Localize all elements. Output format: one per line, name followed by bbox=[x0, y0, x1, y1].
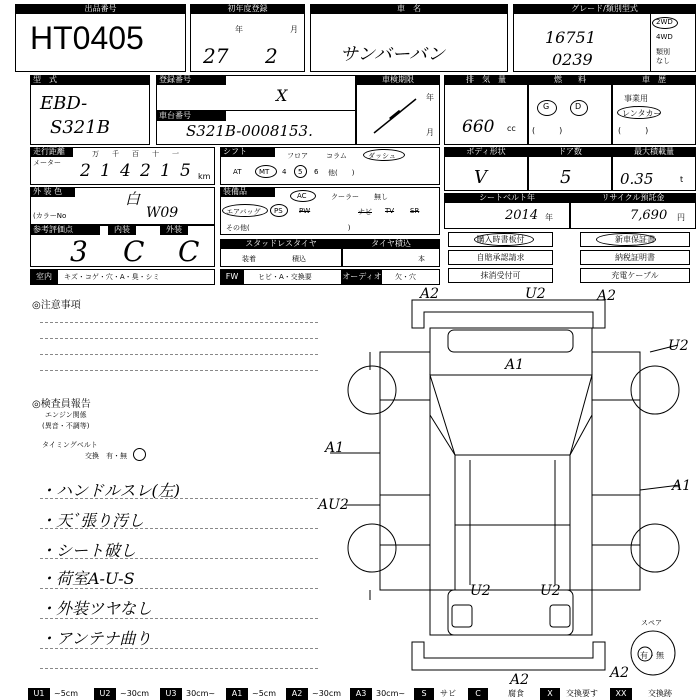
shift-mt: MT bbox=[259, 168, 270, 176]
mileage-unit: 万 bbox=[92, 150, 99, 158]
legend-text: ~30cm bbox=[120, 689, 150, 698]
mark-rear-bottom: A2 bbox=[510, 672, 530, 688]
mark-front-left: A2 bbox=[420, 286, 440, 302]
mileage-meter: メーター bbox=[33, 159, 61, 167]
legend-text: 30cm~ bbox=[376, 689, 406, 698]
equip-sr: SR bbox=[410, 207, 420, 215]
score-overall-header: 参考評価点 bbox=[30, 225, 100, 235]
legend-key: A1 bbox=[226, 688, 248, 700]
mileage-digits bbox=[75, 147, 195, 185]
mark-right-mid: A1 bbox=[672, 478, 692, 494]
capacity-unit: t bbox=[680, 175, 684, 184]
chassis-value: S321B-0008153. bbox=[186, 122, 313, 140]
capacity-header: 最大積載量 bbox=[612, 147, 696, 157]
left-window bbox=[430, 415, 455, 590]
seatbelt-value: 2014 bbox=[505, 208, 539, 223]
engine-label: エンジン関係 bbox=[45, 411, 87, 419]
fuel-paren: ( ) bbox=[532, 126, 563, 135]
studless-header: スタッドレスタイヤ bbox=[220, 239, 342, 249]
displacement-value: 660 bbox=[462, 117, 495, 137]
equip-other: その他( ) bbox=[226, 224, 351, 232]
doc-deregistration bbox=[448, 268, 553, 283]
grade-header: グレード/類別型式 bbox=[513, 4, 696, 14]
handwritten-note: ・アンテナ曲り bbox=[40, 629, 152, 648]
legend-text: サビ bbox=[440, 689, 456, 698]
legend-key: U1 bbox=[28, 688, 50, 700]
inspector-title: ◎検査員報告 bbox=[32, 399, 91, 410]
doc-charging-cable bbox=[580, 268, 690, 283]
wheel-rear-right bbox=[631, 524, 679, 572]
body-value: V bbox=[474, 167, 487, 188]
grade-divider bbox=[650, 14, 651, 72]
first-reg-header: 初年度登録 bbox=[190, 4, 305, 14]
tire-load-header: タイヤ積込 bbox=[342, 239, 440, 249]
body-header: ボディ形状 bbox=[444, 147, 528, 157]
mileage-digit: 1 bbox=[100, 161, 111, 181]
model-line1: EBD- bbox=[40, 93, 88, 114]
mark-front-mid: U2 bbox=[525, 286, 546, 302]
car-name-value: サンバーバン bbox=[340, 44, 445, 65]
legend-text: ~30cm bbox=[312, 689, 342, 698]
legend-text: 交換跡 bbox=[648, 689, 672, 698]
recycle-value: 7,690 bbox=[630, 208, 668, 223]
handwritten-note: ・ハンドルスレ(左) bbox=[40, 481, 181, 500]
handwritten-note: ・天ﾞ張り汚し bbox=[40, 511, 145, 530]
doc-label: 購入時書板付 bbox=[476, 235, 525, 244]
grade-value: 16751 bbox=[545, 28, 596, 47]
legend-key: XX bbox=[610, 688, 632, 700]
color-value: 白 bbox=[125, 190, 141, 208]
shift-other: 他( ) bbox=[328, 169, 355, 177]
legend-text: 交換要す bbox=[566, 689, 598, 698]
fw-label: FW bbox=[220, 270, 244, 284]
shift-column: コラム bbox=[326, 152, 347, 160]
lot-header: 出品番号 bbox=[15, 4, 186, 14]
seatbelt-unit: 年 bbox=[545, 213, 553, 222]
shift-4: 4 bbox=[282, 168, 287, 176]
first-reg-month: 2 bbox=[265, 44, 278, 68]
legend-key: A3 bbox=[350, 688, 372, 700]
mark-rear-bottom-right: A2 bbox=[610, 665, 630, 681]
recycle-unit: 円 bbox=[677, 213, 685, 222]
car-name-header: 車 名 bbox=[310, 4, 508, 14]
doc-insurance-request bbox=[448, 250, 553, 265]
equip-cooler: クーラー bbox=[331, 193, 359, 201]
legend-text: ~5cm bbox=[252, 689, 276, 698]
mileage-unit: 一 bbox=[172, 150, 179, 158]
wheel-rear-left bbox=[348, 524, 396, 572]
score-interior-header: 内装 bbox=[108, 225, 136, 235]
regno-value: X bbox=[276, 86, 288, 105]
first-reg-month-unit: 月 bbox=[290, 25, 298, 34]
rear-gate bbox=[430, 590, 592, 635]
mileage-unit: 千 bbox=[112, 150, 119, 158]
wheel-front-right bbox=[631, 366, 679, 414]
equip-pw: PW bbox=[299, 207, 311, 215]
lot-number: HT0405 bbox=[30, 20, 144, 56]
hood bbox=[448, 330, 573, 352]
mileage-unit: 百 bbox=[132, 150, 139, 158]
windshield bbox=[430, 375, 592, 455]
mark-rear-right: U2 bbox=[540, 583, 561, 599]
score-overall: 3 bbox=[70, 235, 88, 268]
equip-ps: PS bbox=[274, 207, 283, 215]
engine-sub: (異音・不調等) bbox=[42, 422, 90, 430]
legend-key: X bbox=[540, 688, 560, 700]
shift-5: 5 bbox=[298, 168, 303, 176]
usage-paren: ( ) bbox=[618, 126, 649, 135]
fuel-d: D bbox=[575, 102, 582, 111]
equipment-header: 装備品 bbox=[220, 187, 275, 197]
wheel-front-left bbox=[348, 366, 396, 414]
spare-label: スペア bbox=[641, 619, 662, 627]
inspection-header: 車検期限 bbox=[356, 75, 440, 85]
legend-text: ~5cm bbox=[54, 689, 78, 698]
equip-navi: ナビ bbox=[358, 208, 372, 216]
regno-header: 登録番号 bbox=[156, 75, 226, 85]
drive-2wd: 2WD bbox=[656, 18, 673, 26]
inspection-year-unit: 年 bbox=[426, 93, 434, 102]
score-exterior: C bbox=[178, 235, 200, 268]
doc-tax-certificate bbox=[580, 250, 690, 265]
fuel-g: G bbox=[543, 102, 550, 111]
mileage-digit: 2 bbox=[140, 161, 151, 181]
equip-none: 無し bbox=[374, 193, 388, 201]
mileage-digit: 4 bbox=[120, 161, 131, 181]
color-code-label: (カラーNo bbox=[33, 212, 67, 220]
legend-key: S bbox=[414, 688, 434, 700]
model-line2: S321B bbox=[50, 117, 110, 138]
doc-purchase-record bbox=[448, 232, 553, 247]
fw-text: ヒビ・A・交換要 bbox=[258, 273, 312, 281]
legend-key: U3 bbox=[160, 688, 182, 700]
spare-value: 有・無 bbox=[640, 651, 664, 660]
studless-mounted: 装着 bbox=[242, 255, 256, 263]
equip-tv: TV bbox=[385, 207, 395, 215]
doc-label: 充電ケーブル bbox=[611, 271, 659, 280]
legend-text: 30cm~ bbox=[186, 689, 216, 698]
equip-ac: AC bbox=[297, 192, 307, 200]
mark-rear-left: U2 bbox=[470, 583, 491, 599]
displacement-header: 排 気 量 bbox=[444, 75, 528, 85]
rear-lamp-left bbox=[452, 605, 472, 627]
doc-label: 自賠承認請求 bbox=[476, 253, 525, 262]
legend-key: C bbox=[468, 688, 488, 700]
handwritten-note: ・荷室A-U-S bbox=[40, 569, 135, 588]
interior-notes-text: キズ・コゲ・穴・A・臭・シミ bbox=[64, 273, 160, 281]
recycle-header: リサイクル預託金 bbox=[570, 193, 696, 203]
mark-hood: A1 bbox=[505, 357, 525, 373]
score-exterior-header: 外装 bbox=[160, 225, 188, 235]
notes-title: ◎注意事項 bbox=[32, 300, 81, 311]
handwritten-note: ・シート破し bbox=[40, 541, 137, 560]
doc-new-car-warranty bbox=[580, 232, 690, 247]
interior-notes-label: 室内 bbox=[30, 270, 58, 284]
doc-label: 新車保証書 bbox=[615, 235, 655, 244]
shift-6: 6 bbox=[314, 168, 319, 176]
inspection-month-unit: 月 bbox=[426, 128, 434, 137]
right-body bbox=[592, 352, 640, 590]
shift-header: シフト bbox=[220, 147, 275, 157]
color-header: 外 装 色 bbox=[30, 187, 75, 197]
equip-airbag: エアバッグ bbox=[226, 208, 261, 216]
front-bumper bbox=[412, 300, 605, 328]
mileage-digit: 1 bbox=[160, 161, 171, 181]
doc-label: 抹消受付可 bbox=[480, 271, 521, 280]
mileage-header: 走行距離 bbox=[30, 147, 73, 157]
color-code: W09 bbox=[146, 205, 179, 221]
tire-load-unit: 本 bbox=[418, 255, 425, 263]
displacement-unit: cc bbox=[507, 124, 516, 133]
rear-bumper bbox=[412, 642, 605, 670]
mark-left-lower: AU2 bbox=[318, 497, 349, 513]
doors-value: 5 bbox=[560, 167, 572, 188]
mileage-km: km bbox=[198, 172, 211, 181]
legend-text: 腐食 bbox=[508, 689, 524, 698]
left-body bbox=[380, 352, 430, 590]
mark-top-right: U2 bbox=[668, 338, 689, 354]
grade-type-value: 0239 bbox=[552, 50, 593, 69]
drive-4wd: 4WD bbox=[656, 33, 673, 41]
handwritten-note: ・外装ツヤなし bbox=[40, 599, 153, 618]
seatbelt-header: シートベルト年 bbox=[444, 193, 570, 203]
mark-front-right: A2 bbox=[597, 288, 617, 304]
doors-header: ドア数 bbox=[528, 147, 612, 157]
shift-at: AT bbox=[233, 168, 242, 176]
rear-lamp-right bbox=[550, 605, 570, 627]
timing-label: タイミングベルト bbox=[42, 441, 98, 449]
fuel-header: 燃 料 bbox=[528, 75, 612, 85]
chassis-divider bbox=[156, 110, 356, 111]
usage-rental: レンタカー bbox=[622, 109, 662, 118]
vehicle-diagram bbox=[0, 290, 700, 680]
audio-label: オーディオ bbox=[342, 270, 382, 284]
mileage-digit: 5 bbox=[180, 161, 191, 181]
doc-label: 納税証明書 bbox=[615, 253, 655, 262]
legend-key: U2 bbox=[94, 688, 116, 700]
legend-key: A2 bbox=[286, 688, 308, 700]
mark-left-mid: A1 bbox=[325, 440, 345, 456]
doc-circle bbox=[474, 233, 534, 246]
timing-value: 交換 有・無 bbox=[85, 452, 127, 460]
shift-dash: ダッシュ bbox=[368, 152, 396, 160]
mileage-unit: 十 bbox=[152, 150, 159, 158]
chassis-header: 車台番号 bbox=[156, 111, 226, 121]
studless-loaded: 積込 bbox=[292, 255, 306, 263]
model-header: 型 式 bbox=[30, 75, 150, 85]
usage-header: 車 歴 bbox=[612, 75, 696, 85]
mileage-digit: 2 bbox=[80, 161, 91, 181]
doc-circle bbox=[596, 233, 656, 246]
audio-text: 欠・穴 bbox=[395, 273, 416, 281]
capacity-value: 0.35 bbox=[620, 170, 654, 188]
score-interior: C bbox=[123, 235, 145, 268]
usage-commercial: 事業用 bbox=[624, 94, 648, 103]
type-note: 類別 なし bbox=[656, 48, 670, 65]
first-reg-year: 27 bbox=[203, 44, 229, 68]
roof bbox=[455, 455, 570, 590]
shift-floor: フロア bbox=[287, 152, 308, 160]
inspection-slash bbox=[356, 85, 440, 145]
legend-bar bbox=[28, 688, 700, 700]
first-reg-year-unit: 年 bbox=[235, 25, 243, 34]
